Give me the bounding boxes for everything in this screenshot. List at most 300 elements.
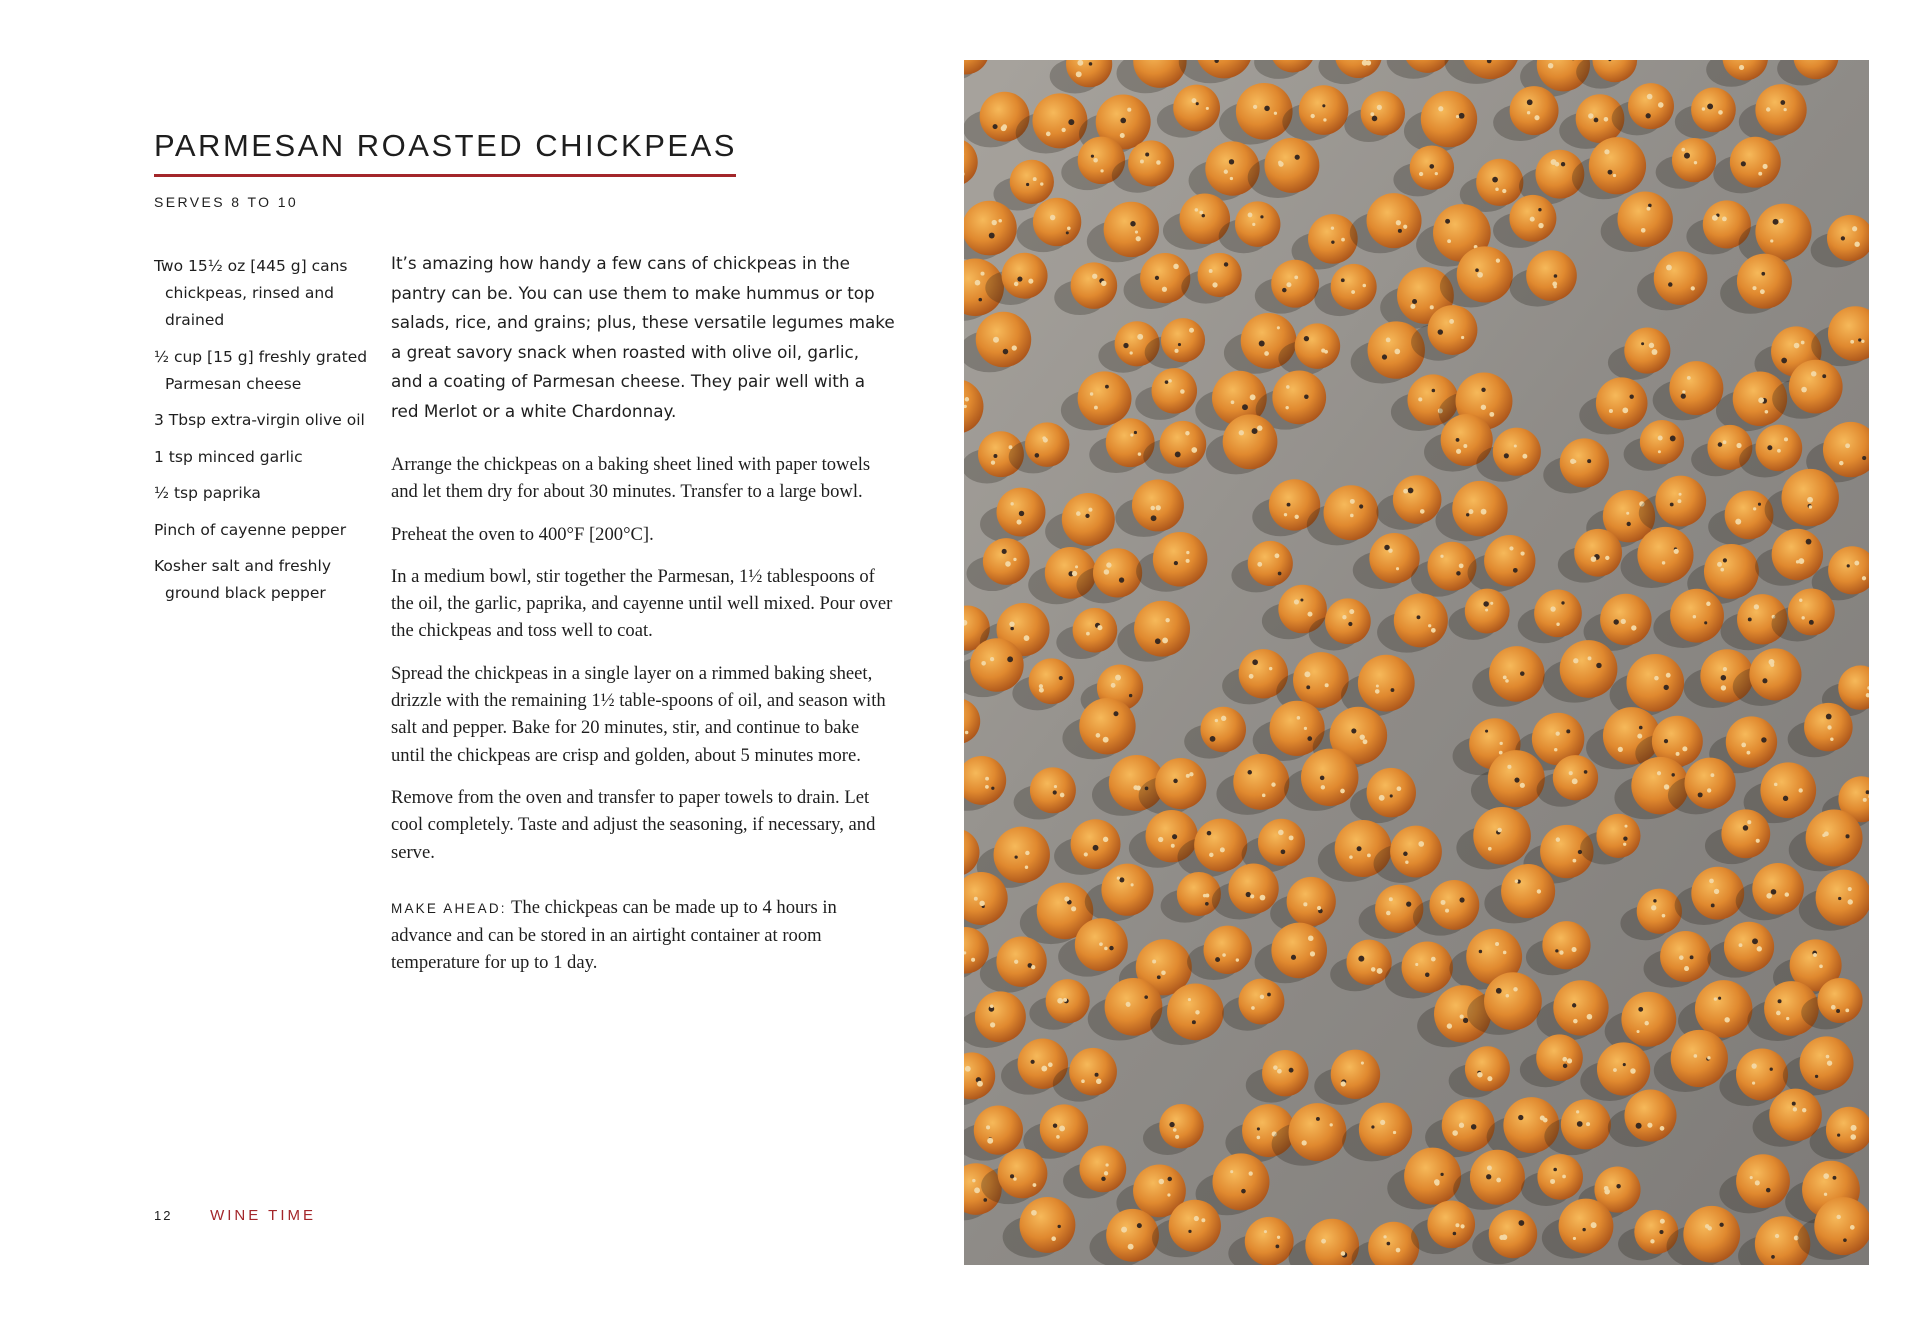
seasoning-speck — [1382, 354, 1387, 359]
chickpea — [1442, 1099, 1495, 1152]
seasoning-speck — [1556, 622, 1559, 625]
chickpea — [1427, 1200, 1475, 1248]
seasoning-speck — [1155, 276, 1159, 280]
seasoning-speck — [971, 958, 975, 962]
seasoning-speck — [1664, 739, 1668, 743]
seasoning-speck — [1647, 207, 1651, 211]
seasoning-speck — [1434, 1179, 1440, 1185]
seasoning-speck — [1162, 287, 1167, 292]
seasoning-speck — [1681, 148, 1685, 152]
seasoning-speck — [1386, 911, 1391, 916]
seasoning-speck — [1130, 433, 1133, 436]
seasoning-speck — [1053, 790, 1057, 794]
seasoning-speck — [1647, 94, 1653, 100]
seasoning-speck — [1307, 612, 1312, 617]
chickpea — [1537, 1154, 1583, 1200]
seasoning-speck — [1573, 658, 1578, 663]
seasoning-speck — [1224, 262, 1228, 266]
seasoning-speck — [1861, 340, 1864, 343]
chickpea — [1032, 93, 1087, 148]
seasoning-speck — [1572, 778, 1578, 784]
seasoning-speck — [1588, 656, 1592, 660]
seasoning-speck — [974, 1187, 980, 1193]
seasoning-speck — [1608, 170, 1613, 175]
seasoning-speck — [1644, 1021, 1648, 1025]
seasoning-speck — [1092, 274, 1097, 279]
seasoning-speck — [1766, 107, 1770, 111]
chickpea — [1002, 253, 1048, 299]
seasoning-speck — [1371, 1125, 1374, 1128]
chickpea — [1788, 588, 1835, 635]
seasoning-speck — [1308, 935, 1314, 941]
seasoning-speck — [1257, 1136, 1261, 1140]
chickpea — [1238, 979, 1284, 1025]
seasoning-speck — [1039, 684, 1043, 688]
seasoning-speck — [1103, 737, 1109, 743]
chickpea — [1308, 214, 1358, 264]
seasoning-speck — [1556, 731, 1560, 735]
seasoning-speck — [1077, 60, 1083, 66]
chickpea — [1212, 1153, 1269, 1210]
chickpea — [1101, 864, 1153, 916]
seasoning-speck — [1128, 1244, 1134, 1250]
chickpea — [1271, 260, 1319, 308]
seasoning-speck — [1527, 111, 1530, 114]
chickpea — [1542, 921, 1590, 969]
seasoning-speck — [990, 1005, 994, 1009]
chickpea — [1626, 654, 1684, 712]
chickpea — [1030, 767, 1076, 813]
chickpea — [1128, 140, 1174, 186]
seasoning-speck — [1013, 1177, 1017, 1181]
seasoning-speck — [1357, 846, 1362, 851]
seasoning-speck — [1831, 1005, 1836, 1010]
chickpea — [1079, 1145, 1126, 1192]
seasoning-speck — [1845, 1008, 1849, 1012]
seasoning-speck — [1520, 551, 1524, 555]
seasoning-speck — [1671, 773, 1674, 776]
seasoning-speck — [1613, 174, 1616, 177]
seasoning-speck — [1445, 219, 1450, 224]
seasoning-speck — [1412, 299, 1417, 304]
seasoning-speck — [1260, 895, 1266, 901]
seasoning-speck — [1466, 513, 1469, 516]
chickpea — [1324, 485, 1379, 540]
seasoning-speck — [1390, 794, 1393, 797]
seasoning-speck — [1304, 671, 1310, 677]
seasoning-speck — [1714, 889, 1719, 894]
seasoning-speck — [1386, 338, 1391, 343]
seasoning-speck — [1250, 394, 1256, 400]
seasoning-speck — [1104, 947, 1108, 951]
seasoning-speck — [1104, 569, 1109, 574]
seasoning-speck — [1130, 351, 1133, 354]
chickpea — [1683, 1206, 1740, 1263]
seasoning-speck — [990, 1022, 995, 1027]
seasoning-speck — [1624, 825, 1627, 828]
seasoning-speck — [1251, 1006, 1255, 1010]
seasoning-speck — [1104, 1171, 1108, 1175]
chickpea — [1691, 87, 1736, 132]
seasoning-speck — [1641, 228, 1646, 233]
chickpea — [1228, 863, 1278, 913]
seasoning-speck — [1648, 204, 1652, 208]
seasoning-speck — [1403, 852, 1408, 857]
seasoning-speck — [965, 731, 968, 734]
seasoning-speck — [1269, 667, 1272, 670]
chickpea — [1427, 542, 1476, 591]
seasoning-speck — [1262, 794, 1266, 798]
seasoning-speck — [1613, 619, 1618, 624]
seasoning-speck — [1120, 118, 1126, 124]
seasoning-speck — [1460, 1015, 1464, 1019]
seasoning-speck — [1406, 902, 1411, 907]
seasoning-speck — [1330, 1123, 1333, 1126]
seasoning-speck — [1676, 752, 1680, 756]
seasoning-speck — [1460, 1224, 1464, 1228]
seasoning-speck — [1654, 676, 1659, 681]
seasoning-speck — [1559, 950, 1563, 954]
seasoning-speck — [1571, 947, 1576, 952]
seasoning-speck — [1649, 343, 1654, 348]
seasoning-speck — [1359, 504, 1363, 508]
seasoning-speck — [1119, 877, 1124, 882]
seasoning-speck — [1259, 340, 1265, 346]
seasoning-speck — [979, 901, 984, 906]
seasoning-speck — [1481, 388, 1485, 392]
seasoning-speck — [1209, 853, 1213, 857]
seasoning-speck — [1188, 998, 1191, 1001]
seasoning-speck — [1377, 968, 1383, 974]
seasoning-speck — [1801, 341, 1805, 345]
seasoning-speck — [1159, 1179, 1164, 1184]
seasoning-speck — [1341, 238, 1345, 242]
seasoning-speck — [1651, 905, 1656, 910]
seasoning-speck — [1662, 914, 1666, 918]
seasoning-speck — [1710, 773, 1714, 777]
chickpeas-photo — [964, 60, 1869, 1265]
seasoning-speck — [1303, 902, 1307, 906]
seasoning-speck — [1518, 1115, 1523, 1120]
seasoning-speck — [1463, 444, 1467, 448]
seasoning-speck — [1168, 379, 1172, 383]
seasoning-speck — [983, 1198, 987, 1202]
seasoning-speck — [1507, 765, 1511, 769]
seasoning-speck — [1341, 1081, 1346, 1086]
seasoning-speck — [1801, 387, 1807, 393]
seasoning-speck — [1638, 1007, 1643, 1012]
seasoning-speck — [1325, 683, 1329, 687]
chickpea — [1289, 1103, 1347, 1161]
seasoning-speck — [1668, 282, 1672, 286]
seasoning-speck — [1383, 1235, 1386, 1238]
seasoning-speck — [975, 280, 981, 286]
seasoning-speck — [1278, 830, 1284, 836]
chickpea — [1069, 1048, 1117, 1096]
page-number: 12 — [154, 1208, 173, 1223]
seasoning-speck — [1117, 876, 1120, 879]
seasoning-speck — [1604, 1189, 1610, 1195]
seasoning-speck — [965, 1066, 971, 1072]
seasoning-speck — [978, 298, 982, 302]
seasoning-speck — [1682, 746, 1687, 751]
seasoning-speck — [1348, 622, 1352, 626]
seasoning-speck — [1850, 340, 1854, 344]
seasoning-speck — [1119, 577, 1124, 582]
seasoning-speck — [1827, 725, 1831, 729]
page-footer — [154, 1207, 316, 1224]
seasoning-speck — [1554, 748, 1557, 751]
seasoning-speck — [1085, 514, 1089, 518]
seasoning-speck — [1175, 1135, 1179, 1139]
seasoning-speck — [1264, 351, 1269, 356]
seasoning-speck — [1720, 568, 1724, 572]
chickpea — [1295, 323, 1340, 368]
seasoning-speck — [1670, 436, 1676, 442]
seasoning-speck — [1205, 902, 1209, 906]
chickpea — [1789, 360, 1843, 414]
seasoning-speck — [1863, 798, 1867, 802]
seasoning-speck — [1195, 1010, 1199, 1014]
seasoning-speck — [1275, 553, 1280, 558]
seasoning-speck — [1723, 558, 1727, 562]
seasoning-speck — [980, 272, 984, 276]
seasoning-speck — [1739, 65, 1744, 70]
seasoning-speck — [1650, 1239, 1654, 1243]
seasoning-speck — [1858, 338, 1861, 341]
chickpea — [1560, 640, 1618, 698]
seasoning-speck — [1420, 509, 1425, 514]
seasoning-speck — [1351, 290, 1355, 294]
ingredient-item: ½ cup [15 g] freshly grated Parmesan cheese — [154, 347, 368, 393]
seasoning-speck — [1156, 505, 1161, 510]
chickpea — [1760, 762, 1816, 818]
seasoning-speck — [1824, 1193, 1827, 1196]
chickpea — [1104, 202, 1159, 257]
seasoning-speck — [1506, 994, 1509, 997]
seasoning-speck — [1722, 217, 1727, 222]
chickpea — [1736, 1154, 1790, 1208]
seasoning-speck — [1157, 975, 1161, 979]
seasoning-speck — [1627, 522, 1631, 526]
seasoning-speck — [1207, 831, 1212, 836]
seasoning-speck — [1781, 358, 1787, 364]
seasoning-speck — [1431, 957, 1436, 962]
chickpea — [1169, 1200, 1221, 1252]
seasoning-speck — [1076, 511, 1081, 516]
chickpea — [974, 1106, 1023, 1155]
seasoning-speck — [981, 661, 986, 666]
seasoning-speck — [1405, 860, 1408, 863]
seasoning-speck — [1694, 1054, 1698, 1058]
seasoning-speck — [1323, 118, 1326, 121]
seasoning-speck — [1815, 1075, 1818, 1078]
seasoning-speck — [1527, 99, 1533, 105]
seasoning-speck — [1302, 1140, 1307, 1145]
seasoning-speck — [1189, 328, 1194, 333]
seasoning-speck — [1099, 942, 1103, 946]
seasoning-speck — [1489, 412, 1494, 417]
chickpea — [1561, 1099, 1611, 1149]
seasoning-speck — [1161, 971, 1166, 976]
seasoning-speck — [1584, 770, 1588, 774]
chickpea — [1078, 371, 1132, 425]
seasoning-speck — [1376, 685, 1379, 688]
seasoning-speck — [1059, 676, 1063, 680]
seasoning-speck — [1747, 751, 1751, 755]
seasoning-speck — [1028, 279, 1033, 284]
chickpea — [994, 827, 1050, 883]
chickpea — [1025, 422, 1070, 467]
seasoning-speck — [1127, 108, 1131, 112]
seasoning-speck — [1324, 350, 1328, 354]
seasoning-speck — [1769, 659, 1775, 665]
seasoning-speck — [1053, 1123, 1057, 1127]
seasoning-speck — [1652, 349, 1658, 355]
seasoning-speck — [1515, 880, 1518, 883]
seasoning-speck — [1307, 736, 1312, 741]
title-underline — [154, 174, 736, 177]
seasoning-speck — [1591, 1222, 1597, 1228]
seasoning-speck — [1230, 177, 1233, 180]
seasoning-speck — [1072, 571, 1077, 576]
seasoning-speck — [1212, 282, 1217, 287]
seasoning-speck — [1201, 1218, 1205, 1222]
chickpea — [1465, 1046, 1510, 1091]
seasoning-speck — [1167, 1193, 1170, 1196]
serves-yield: SERVES 8 TO 10 — [154, 194, 299, 210]
seasoning-speck — [1289, 835, 1294, 840]
seasoning-speck — [1604, 149, 1609, 154]
chickpea — [1361, 91, 1405, 135]
seasoning-speck — [1707, 1056, 1710, 1059]
seasoning-speck — [1140, 159, 1144, 163]
chickpea — [1596, 377, 1648, 429]
seasoning-speck — [1721, 685, 1726, 690]
chickpea — [1695, 980, 1753, 1038]
seasoning-speck — [1459, 1123, 1464, 1128]
seasoning-speck — [1394, 349, 1400, 355]
seasoning-speck — [1135, 230, 1138, 233]
seasoning-speck — [1504, 453, 1509, 458]
chickpea — [998, 1149, 1048, 1199]
seasoning-speck — [1186, 551, 1189, 554]
seasoning-speck — [1646, 113, 1651, 118]
seasoning-speck — [1841, 236, 1845, 240]
chickpea — [1684, 758, 1735, 809]
seasoning-speck — [1785, 892, 1789, 896]
chickpea — [1596, 814, 1640, 858]
chickpea — [1589, 137, 1646, 194]
seasoning-speck — [1059, 1125, 1065, 1131]
seasoning-speck — [1173, 1128, 1177, 1132]
ingredient-item: Two 15½ oz [445 g] cans chickpeas, rinsed and drained — [154, 257, 348, 329]
chickpea — [1235, 201, 1280, 246]
seasoning-speck — [1403, 225, 1407, 229]
seasoning-speck — [977, 1081, 983, 1087]
seasoning-speck — [1455, 1223, 1459, 1227]
seasoning-speck — [985, 785, 989, 789]
seasoning-speck — [1809, 620, 1814, 625]
seasoning-speck — [1276, 1244, 1280, 1248]
chickpea — [996, 937, 1046, 987]
seasoning-speck — [1015, 856, 1018, 859]
seasoning-speck — [1428, 624, 1431, 627]
seasoning-speck — [1540, 1115, 1545, 1120]
seasoning-speck — [1002, 549, 1007, 554]
chickpea — [1236, 83, 1293, 140]
seasoning-speck — [1306, 685, 1310, 689]
seasoning-speck — [1377, 105, 1382, 110]
seasoning-speck — [1278, 572, 1282, 576]
seasoning-speck — [1475, 268, 1479, 272]
seasoning-speck — [1509, 546, 1513, 550]
seasoning-speck — [1826, 1055, 1830, 1059]
seasoning-speck — [1041, 1066, 1047, 1072]
seasoning-speck — [1133, 785, 1138, 790]
seasoning-speck — [1822, 833, 1826, 837]
seasoning-speck — [1762, 678, 1767, 683]
seasoning-speck — [1850, 1225, 1855, 1230]
seasoning-speck — [1604, 117, 1609, 122]
seasoning-speck — [1003, 349, 1009, 355]
seasoning-speck — [1131, 883, 1134, 886]
seasoning-speck — [1653, 899, 1656, 902]
ingredient-item: Kosher salt and freshly ground black pepper — [154, 557, 331, 602]
seasoning-speck — [1538, 208, 1541, 211]
chickpea — [1262, 1050, 1308, 1096]
chickpea — [1159, 1104, 1204, 1149]
chickpea — [1672, 138, 1716, 182]
chickpea — [1470, 1150, 1525, 1205]
seasoning-speck — [1777, 449, 1781, 453]
seasoning-speck — [1260, 215, 1263, 218]
make-ahead-text: The chickpeas can be made up to 4 hours in advance and can be stored in an airtight container at room temperature for up to 1 day. — [391, 896, 837, 974]
seasoning-speck — [1741, 743, 1746, 748]
chickpea — [1200, 707, 1246, 753]
seasoning-speck — [1666, 673, 1671, 678]
seasoning-speck — [993, 124, 998, 129]
seasoning-speck — [1249, 674, 1254, 679]
seasoning-speck — [1481, 405, 1486, 410]
chickpea — [1600, 594, 1651, 645]
seasoning-speck — [1372, 116, 1378, 122]
chickpea — [1367, 193, 1422, 248]
seasoning-speck — [1520, 783, 1525, 788]
chickpeas-illustration — [964, 60, 1869, 1265]
seasoning-speck — [1019, 511, 1024, 516]
seasoning-speck — [1548, 63, 1553, 68]
chickpea — [1421, 91, 1477, 147]
seasoning-speck — [1761, 272, 1765, 276]
seasoning-speck — [1396, 567, 1399, 570]
seasoning-speck — [1503, 675, 1507, 679]
seasoning-speck — [1331, 240, 1334, 243]
seasoning-speck — [1743, 825, 1748, 830]
chickpea — [1331, 1050, 1380, 1099]
chickpea — [1637, 889, 1682, 934]
chickpea — [1160, 421, 1207, 468]
seasoning-speck — [1570, 459, 1575, 464]
chickpea — [1749, 648, 1801, 700]
seasoning-speck — [1573, 859, 1577, 863]
seasoning-speck — [1459, 897, 1464, 902]
seasoning-speck — [1684, 153, 1690, 159]
seasoning-speck — [1064, 896, 1069, 901]
chickpea — [1534, 589, 1582, 637]
seasoning-speck — [1487, 1076, 1492, 1081]
chickpea — [1553, 755, 1598, 800]
